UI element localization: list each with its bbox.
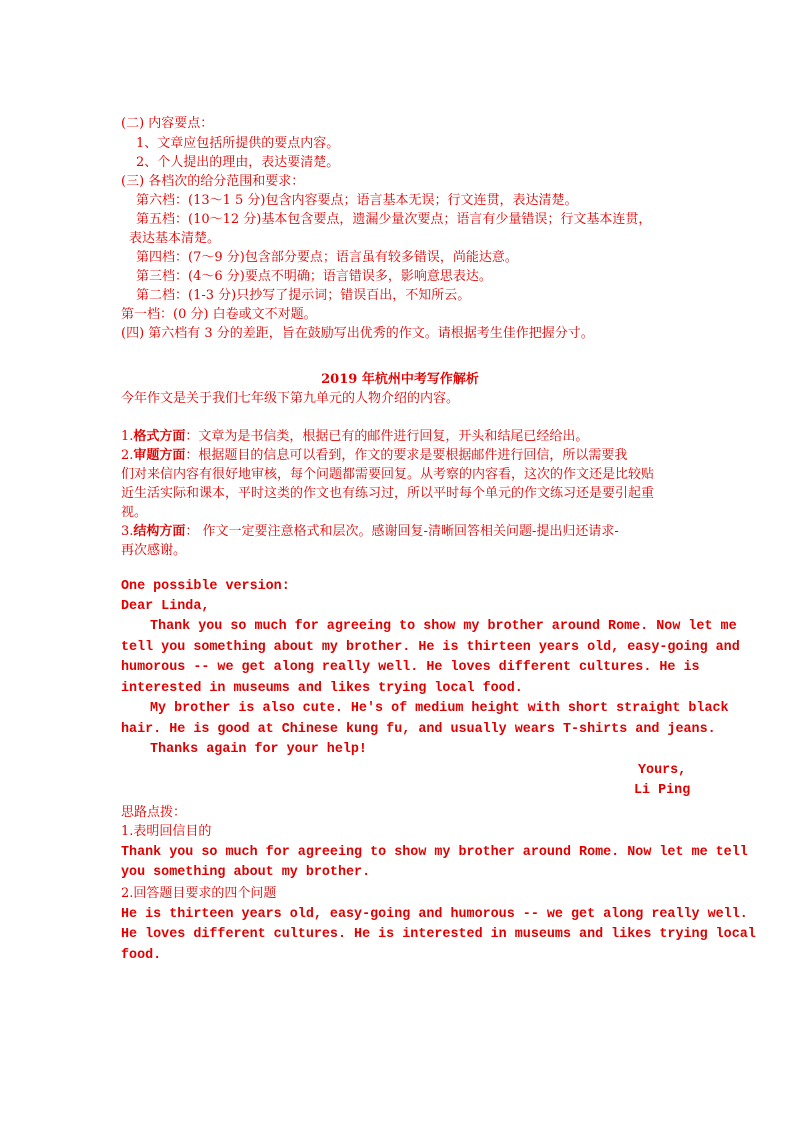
point-2-label: 审题方面 (133, 448, 186, 463)
letter-salutation: Dear Linda, (121, 599, 210, 614)
section4: (四) 第六档有 3 分的差距，旨在鼓励写出优秀的作文。请根据考生佳作把握分寸。 (121, 326, 594, 341)
section2-item2: 2、个人提出的理由，表达要清楚。 (136, 155, 340, 170)
point-1-number: 1. (121, 429, 134, 444)
tier1: 第一档：(0 分) 白卷或文不对题。 (121, 307, 317, 322)
section3-title: (三) 各档次的给分范围和要求： (121, 174, 305, 189)
analysis-point-1 (121, 427, 588, 447)
tips-step2-line1: He is thirteen years old, easy-going and humorous -- we get along really well. (121, 907, 748, 922)
letter-para2-line2: hair. He is good at Chinese kung fu, and usually wears T-shirts and jeans. (121, 722, 716, 737)
letter-para1-line1: Thank you so much for agreeing to show my brother around Rome. Now let me (150, 619, 737, 634)
section2-item1: 1、文章应包括所提供的要点内容。 (136, 136, 340, 151)
letter-para3: Thanks again for your help! (150, 742, 367, 757)
analysis-point-3 (121, 522, 619, 542)
point-3-label: 结构方面 (133, 524, 186, 539)
tips-step1-line1: Thank you so much for agreeing to show my brother around Rome. Now let me tell (121, 845, 748, 860)
letter-signature: Li Ping (634, 783, 691, 798)
tier5-line2: 表达基本清楚。 (129, 231, 221, 246)
tier3: 第三档：(4～6 分)要点不明确；语言错误多，影响意思表达。 (136, 269, 492, 284)
point-2-text-line3: 近生活实际和课本，平时这类的作文也有练习过，所以平时每个单元的作文练习还是要引起重 (121, 486, 655, 501)
letter-para1-line2: tell you something about my brother. He is thirteen years old, easy-going and (121, 640, 740, 655)
point-3-text-line2: 再次感谢。 (121, 543, 187, 558)
point-2-number: 2. (121, 448, 134, 463)
point-3-number: 3. (121, 524, 134, 539)
section2-title: (二) 内容要点： (121, 116, 214, 131)
point-1-text: ：文章为是书信类，根据已有的邮件进行回复，开头和结尾已经给出。 (185, 429, 589, 444)
tips-title: 思路点拨： (121, 805, 187, 820)
tips-step2-line2: He loves different cultures. He is interested in museums and likes trying local (121, 927, 756, 942)
tips-step1-line2: you something about my brother. (121, 865, 371, 880)
analysis-point-2 (121, 446, 627, 466)
letter-para2-line1: My brother is also cute. He's of medium height with short straight black (150, 701, 729, 716)
tier6: 第六档：(13～1 5 分)包含内容要点；语言基本无误；行文连贯，表达清楚。 (136, 193, 578, 208)
point-1-label: 格式方面 (133, 429, 186, 444)
tips-step2-line3: food. (121, 948, 162, 963)
tier2: 第二档：(1-3 分)只抄写了提示词；错误百出，不知所云。 (136, 288, 471, 303)
tier5-line1: 第五档：(10～12 分)基本包含要点，遗漏少量次要点；语言有少量错误；行文基本连贯， (136, 212, 652, 227)
point-2-text-line2: 们对来信内容有很好地审核，每个问题都需要回复。从考察的内容看，这次的作文还是比较贴 (121, 467, 655, 482)
point-2-text-line4: 视。 (121, 505, 148, 520)
tips-step2: 2.回答题目要求的四个问题 (121, 886, 277, 901)
letter-para1-line4: interested in museums and likes trying local food. (121, 681, 523, 696)
analysis-title: 2019 年杭州中考写作解析 (321, 372, 479, 387)
letter-closing: Yours, (638, 763, 687, 778)
letter-heading: One possible version: (121, 579, 290, 594)
letter-para1-line3: humorous -- we get along really well. He loves different cultures. He is (121, 660, 700, 675)
point-3-text-line1: ： 作文一定要注意格式和层次。感谢回复-清晰回答相关问题-提出归还请求- (185, 524, 619, 539)
tips-step1: 1.表明回信目的 (121, 824, 212, 839)
tier4: 第四档：(7～9 分)包含部分要点；语言虽有较多错误，尚能达意。 (136, 250, 518, 265)
analysis-intro: 今年作文是关于我们七年级下第九单元的人物介绍的内容。 (121, 391, 460, 406)
point-2-text-line1: ：根据题目的信息可以看到，作文的要求是要根据邮件进行回信，所以需要我 (185, 448, 628, 463)
